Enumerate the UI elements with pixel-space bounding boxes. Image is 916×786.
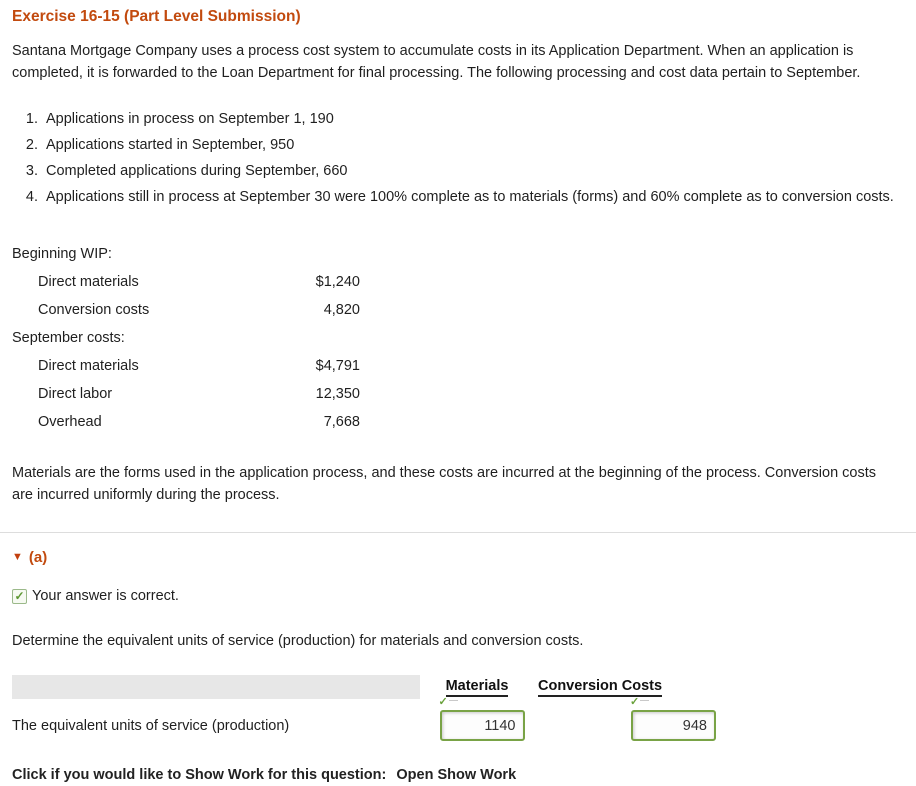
september-costs-heading: September costs: <box>12 330 125 346</box>
processing-data-list <box>12 106 898 210</box>
cost-value: $4,791 <box>315 358 360 374</box>
materials-note: Materials are the forms used in the application process, and these costs are incurred at the beginning of the process. Conversion costs are incurred uniformly during the process. <box>12 465 877 503</box>
materials-header-cell <box>426 678 528 697</box>
cost-value: 4,820 <box>323 302 360 318</box>
list-item: 3. Completed applications during September, 660 <box>42 158 898 184</box>
cost-row <box>12 408 360 436</box>
list-item: 1. Applications in process on September 1, 190 <box>42 106 898 132</box>
row-label: The equivalent units of service (production) <box>12 717 290 734</box>
materials-answer-input[interactable] <box>440 710 525 741</box>
collapse-triangle-icon[interactable]: ▼ <box>12 551 23 563</box>
cost-label: Direct labor <box>38 386 113 402</box>
conversion-answer-input[interactable] <box>631 710 716 741</box>
conversion-answer-cell <box>538 696 718 741</box>
answer-table-data-row <box>12 696 904 741</box>
show-work-row <box>12 767 904 783</box>
answer-status-row <box>12 588 904 604</box>
cost-row <box>12 296 360 324</box>
cost-label: Conversion costs <box>38 302 150 318</box>
correct-checkbox-icon: ✓ <box>12 589 27 604</box>
materials-header: Materials <box>446 678 509 697</box>
cost-row <box>12 268 360 296</box>
cost-value: 12,350 <box>315 386 360 402</box>
correct-text: Your answer is correct. <box>32 588 179 604</box>
question-text: Determine the equivalent units of service (production) for materials and conversion costs. <box>12 633 584 649</box>
cost-label: Direct materials <box>38 274 139 290</box>
correct-check-icon: ✓ <box>438 696 448 708</box>
materials-answer-cell <box>426 696 528 741</box>
conversion-costs-header: Conversion Costs <box>538 678 662 697</box>
correct-check-icon: ✓ <box>630 696 640 708</box>
beginning-wip-heading: Beginning WIP: <box>12 246 112 262</box>
cost-data-block <box>12 240 904 436</box>
section-divider <box>0 532 916 533</box>
header-gray-bar <box>12 675 420 699</box>
open-show-work-link[interactable]: Open Show Work <box>396 767 517 783</box>
cost-label: Overhead <box>38 414 102 430</box>
page-title: Exercise 16-15 (Part Level Submission) <box>12 8 301 25</box>
answer-table-header-row <box>12 674 904 700</box>
part-a-header[interactable] <box>12 549 904 566</box>
cost-value: $1,240 <box>315 274 360 290</box>
cost-row <box>12 352 360 380</box>
conversion-header-cell <box>538 678 718 697</box>
list-item: 4. Applications still in process at September 30 were 100% complete as to materials (forms) and 60% complete as to conversion costs. <box>42 184 898 210</box>
show-work-text: Click if you would like to Show Work for this question: <box>12 767 387 783</box>
cost-label: Direct materials <box>38 358 139 374</box>
cost-value: 7,668 <box>323 414 360 430</box>
materials-input-wrap <box>438 696 525 741</box>
part-a-label: (a) <box>28 549 48 566</box>
intro-paragraph: Santana Mortgage Company uses a process cost system to accumulate costs in its Application Department. When an application is completed, it is forwarded to the Loan Department for final processing. The following processing and cost data pertain to September. <box>12 43 861 81</box>
conversion-input-wrap <box>630 696 716 741</box>
answer-table <box>12 674 904 741</box>
list-item: 2. Applications started in September, 950 <box>42 132 898 158</box>
cost-row <box>12 380 360 408</box>
